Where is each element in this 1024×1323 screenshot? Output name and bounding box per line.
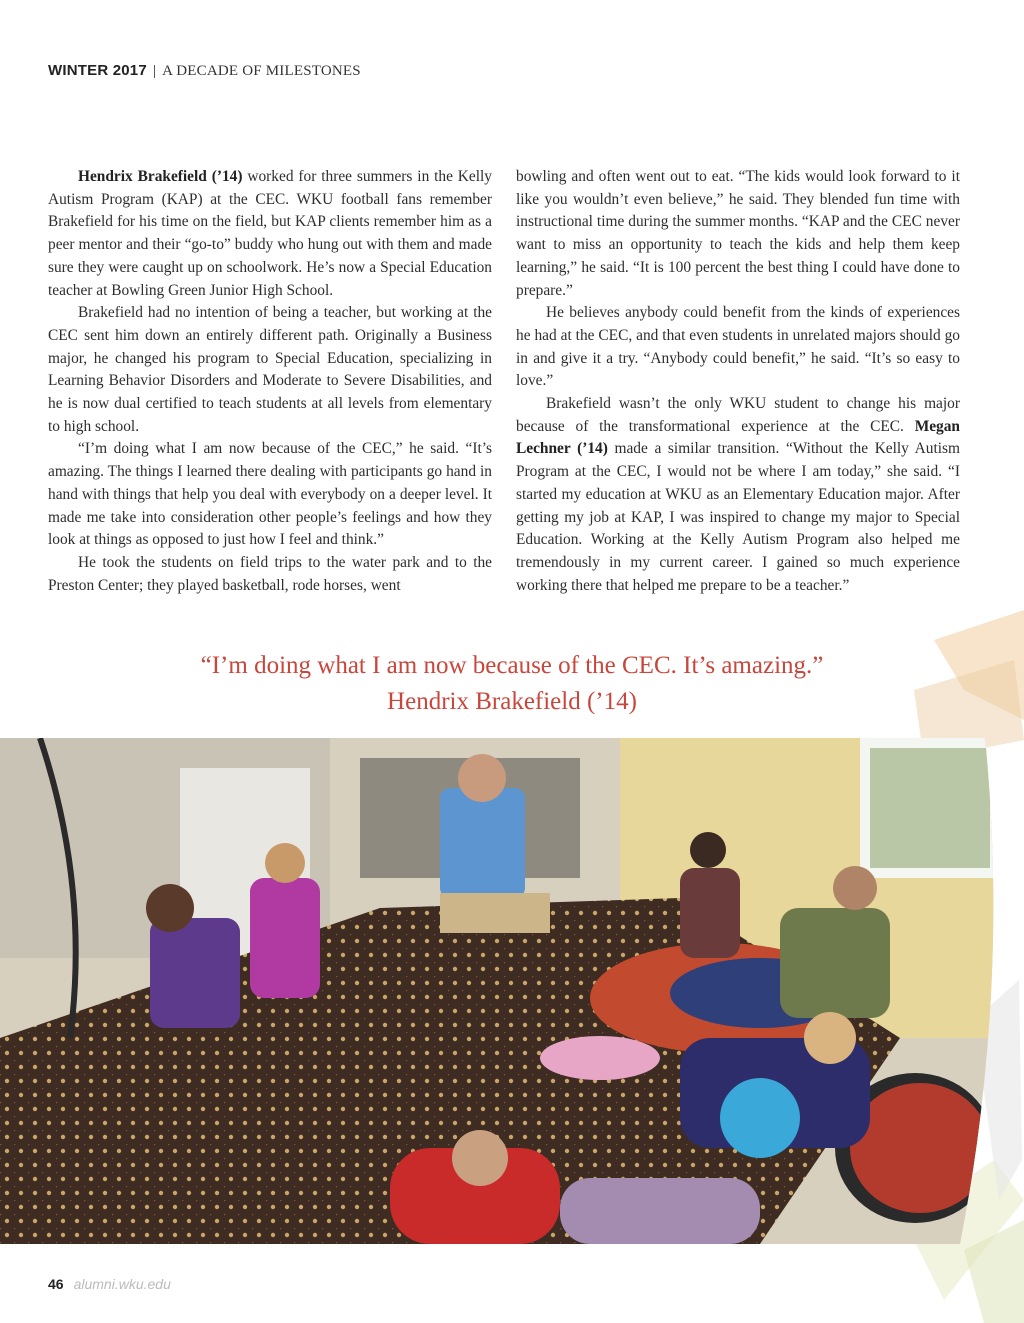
site-url: alumni.wku.edu xyxy=(73,1276,171,1292)
paragraph xyxy=(48,166,492,302)
paragraph: bowling and often went out to eat. “The kids would look forward to it like you wouldn’t even believe,” he said. They blended fun time with instructional time during the summer months. “KAP and the CEC never want to miss an opportunity to teach the kids and help them keep learning,” he said. “It is 100 percent the best thing I could have done to prepare.” xyxy=(516,168,960,299)
classroom-photo xyxy=(0,738,1000,1244)
section-title: A DECADE OF MILESTONES xyxy=(162,63,361,79)
left-column xyxy=(48,166,492,597)
pull-quote-text: “I’m doing what I am now because of the CEC. It’s amazing.” xyxy=(200,652,824,679)
person-name: Hendrix Brakefield (’14) xyxy=(78,168,243,185)
header-separator: | xyxy=(152,63,157,79)
issue-label: WINTER 2017 xyxy=(48,62,147,79)
running-header xyxy=(48,62,361,80)
pull-quote-attribution: Hendrix Brakefield (’14) xyxy=(387,688,637,715)
paragraph-text: worked for three summers in the Kelly Autism Program (KAP) at the CEC. WKU football fans remember Brakefield for his time on the field, but KAP clients remember him as a peer mentor and their “go-to” buddy who hung out with them and made sure they were caught up on schoolwork. He’s now a Special Education teacher at Bowling Green Junior High School. xyxy=(48,168,493,299)
paragraph: Brakefield had no intention of being a teacher, but working at the CEC sent him down an entirely different path. Originally a Business major, he changed his program to Special Education, specializing in Learning Behavior Disorders and Moderate to Severe Disabilities, and he is now dual certified to teach students at all levels from elementary to high school. xyxy=(48,304,492,435)
paragraph xyxy=(516,393,960,597)
paragraph: He believes anybody could benefit from the kinds of experiences he had at the CEC, and that even students in unrelated majors should go in and give it a try. “Anybody could benefit,” he said. “It’s so easy to love.” xyxy=(516,304,960,390)
paragraph-text: made a similar transition. “Without the Kelly Autism Program at the CEC, I would not be where I am today,” she said. “I started my education at WKU as an Elementary Education major. After getting my job at KAP, I was inspired to change my major to Special Education. Working at the Kelly Autism Program also helped me tremendously in my current career. I gained so much experience working there that helped me prepare to be a teacher.” xyxy=(516,440,960,594)
right-column xyxy=(516,166,960,597)
pull-quote xyxy=(0,648,1024,720)
paragraph-text: Brakefield wasn’t the only WKU student to change his major because of the transformational experience at the CEC. xyxy=(516,395,960,435)
person-name: Megan Lechner (’14) xyxy=(516,417,960,458)
paragraph: He took the students on field trips to the water park and to the Preston Center; they played basketball, rode horses, went xyxy=(48,553,492,594)
paragraph: “I’m doing what I am now because of the CEC,” he said. “It’s amazing. The things I learned there dealing with participants go hand in hand with things that help you deal with everybody on a deeper level. It made me take into consideration other people’s feelings and how they look at things as opposed to just how I feel and think.” xyxy=(48,440,492,549)
page-number: 46 xyxy=(48,1276,64,1292)
page-footer xyxy=(48,1276,171,1294)
